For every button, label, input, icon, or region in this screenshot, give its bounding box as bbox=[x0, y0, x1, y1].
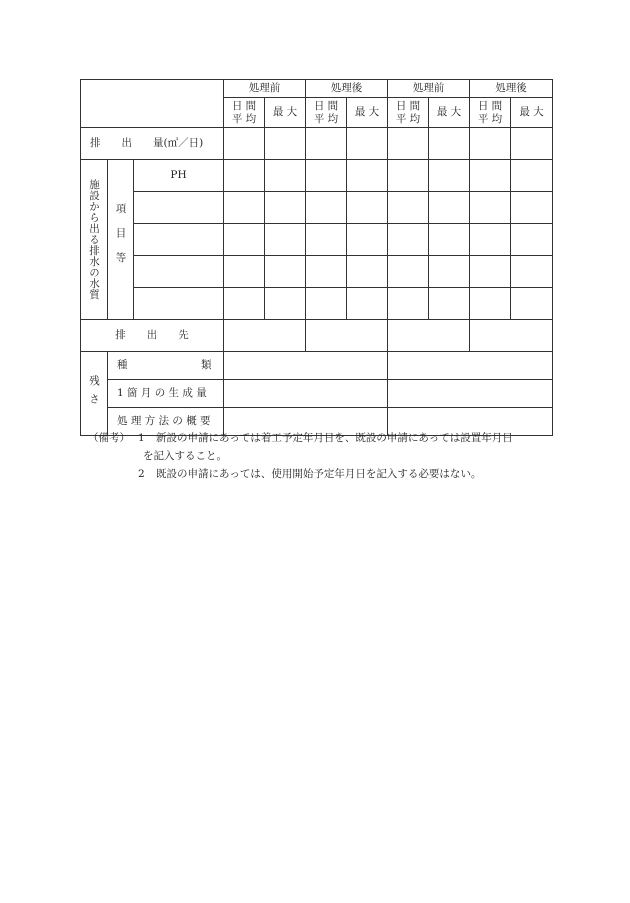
header-corner-cell bbox=[81, 80, 224, 128]
residue-label-cell bbox=[81, 352, 108, 436]
value-cell[interactable] bbox=[470, 288, 511, 320]
residue-cell[interactable] bbox=[388, 380, 553, 408]
remarks-section bbox=[80, 429, 560, 483]
water-quality-row bbox=[81, 288, 553, 320]
destination-row bbox=[81, 320, 553, 352]
value-cell[interactable] bbox=[470, 160, 511, 192]
header-group-1: 処理前 bbox=[224, 80, 306, 98]
header-maximum: 最 大 bbox=[511, 98, 553, 128]
residue-treatment-label: 処 理 方 法 の 概 要 bbox=[108, 408, 224, 436]
value-cell[interactable] bbox=[388, 256, 429, 288]
header-group-3: 処理前 bbox=[388, 80, 470, 98]
residue-row bbox=[81, 352, 553, 380]
value-cell[interactable] bbox=[511, 224, 553, 256]
remark-text: 既設の申請にあっては、使用開始予定年月日を記入する必要はない。 bbox=[156, 468, 482, 480]
value-cell[interactable] bbox=[388, 192, 429, 224]
header-daily-average: 日 間 平 均 bbox=[306, 98, 347, 128]
value-cell[interactable] bbox=[306, 160, 347, 192]
header-daily-average: 日 間 平 均 bbox=[470, 98, 511, 128]
value-cell[interactable] bbox=[429, 128, 470, 160]
value-cell[interactable] bbox=[224, 288, 265, 320]
item-label-cell bbox=[108, 160, 134, 320]
value-cell[interactable] bbox=[511, 288, 553, 320]
item-name-cell[interactable] bbox=[134, 224, 224, 256]
value-cell[interactable] bbox=[511, 192, 553, 224]
remark-text: 新設の申請にあっては着工予定年月日を、既設の申請にあっては設置年月日 bbox=[156, 432, 513, 444]
item-name-ph: PH bbox=[134, 160, 224, 192]
value-cell[interactable] bbox=[265, 224, 306, 256]
remark-number: 2 bbox=[138, 468, 145, 480]
header-maximum: 最 大 bbox=[265, 98, 306, 128]
remark-text-continued: を記入すること。 bbox=[143, 450, 227, 462]
residue-monthly-amount-label: 1 箇 月 の 生 成 量 bbox=[108, 380, 224, 408]
destination-cell[interactable] bbox=[388, 320, 470, 352]
value-cell[interactable] bbox=[347, 128, 388, 160]
water-quality-row bbox=[81, 224, 553, 256]
value-cell[interactable] bbox=[224, 192, 265, 224]
value-cell[interactable] bbox=[265, 192, 306, 224]
item-name-cell[interactable] bbox=[134, 192, 224, 224]
water-quality-row bbox=[81, 160, 553, 192]
value-cell[interactable] bbox=[470, 192, 511, 224]
value-cell[interactable] bbox=[511, 128, 553, 160]
water-quality-row bbox=[81, 192, 553, 224]
discharge-volume-row bbox=[81, 128, 553, 160]
header-maximum: 最 大 bbox=[347, 98, 388, 128]
value-cell[interactable] bbox=[224, 160, 265, 192]
value-cell[interactable] bbox=[265, 288, 306, 320]
value-cell[interactable] bbox=[388, 160, 429, 192]
value-cell[interactable] bbox=[429, 288, 470, 320]
remark-number: 1 bbox=[138, 432, 145, 444]
remark-line bbox=[80, 465, 560, 483]
header-group-2: 処理後 bbox=[306, 80, 388, 98]
value-cell[interactable] bbox=[306, 224, 347, 256]
value-cell[interactable] bbox=[388, 128, 429, 160]
header-daily-average: 日 間 平 均 bbox=[224, 98, 265, 128]
value-cell[interactable] bbox=[306, 128, 347, 160]
value-cell[interactable] bbox=[347, 288, 388, 320]
value-cell[interactable] bbox=[470, 224, 511, 256]
value-cell[interactable] bbox=[347, 224, 388, 256]
residue-cell[interactable] bbox=[388, 352, 553, 380]
value-cell[interactable] bbox=[429, 224, 470, 256]
residue-type-label: 種 類 bbox=[108, 352, 224, 380]
remark-line bbox=[80, 429, 560, 447]
value-cell[interactable] bbox=[347, 160, 388, 192]
water-quality-row bbox=[81, 256, 553, 288]
header-group-4: 処理後 bbox=[470, 80, 553, 98]
destination-cell[interactable] bbox=[306, 320, 388, 352]
destination-cell[interactable] bbox=[470, 320, 553, 352]
value-cell[interactable] bbox=[347, 192, 388, 224]
remark-line bbox=[80, 447, 560, 465]
value-cell[interactable] bbox=[306, 256, 347, 288]
value-cell[interactable] bbox=[388, 288, 429, 320]
value-cell[interactable] bbox=[429, 192, 470, 224]
remarks-label: （備考） bbox=[88, 432, 130, 444]
water-quality-label: 施設から出る排水の水質 bbox=[88, 179, 101, 300]
value-cell[interactable] bbox=[511, 256, 553, 288]
value-cell[interactable] bbox=[470, 256, 511, 288]
destination-cell[interactable] bbox=[224, 320, 306, 352]
item-label: 項目等 bbox=[114, 202, 127, 277]
value-cell[interactable] bbox=[347, 256, 388, 288]
value-cell[interactable] bbox=[429, 160, 470, 192]
discharge-volume-label: 排 出 量(㎥／日) bbox=[81, 128, 224, 160]
residue-cell[interactable] bbox=[224, 352, 388, 380]
water-quality-label-cell bbox=[81, 160, 108, 320]
header-daily-average: 日 間 平 均 bbox=[388, 98, 429, 128]
value-cell[interactable] bbox=[265, 128, 306, 160]
value-cell[interactable] bbox=[224, 128, 265, 160]
value-cell[interactable] bbox=[470, 128, 511, 160]
destination-label: 排 出 先 bbox=[81, 320, 224, 352]
value-cell[interactable] bbox=[265, 256, 306, 288]
value-cell[interactable] bbox=[306, 192, 347, 224]
value-cell[interactable] bbox=[429, 256, 470, 288]
header-row-phase bbox=[81, 80, 553, 98]
residue-cell[interactable] bbox=[224, 380, 388, 408]
value-cell[interactable] bbox=[224, 256, 265, 288]
header-maximum: 最 大 bbox=[429, 98, 470, 128]
value-cell[interactable] bbox=[511, 160, 553, 192]
value-cell[interactable] bbox=[306, 288, 347, 320]
item-name-cell[interactable] bbox=[134, 256, 224, 288]
wastewater-form-table bbox=[80, 79, 553, 436]
residue-row bbox=[81, 380, 553, 408]
value-cell[interactable] bbox=[224, 224, 265, 256]
value-cell[interactable] bbox=[388, 224, 429, 256]
value-cell[interactable] bbox=[265, 160, 306, 192]
item-name-cell[interactable] bbox=[134, 288, 224, 320]
residue-label: 残さ bbox=[88, 375, 101, 412]
